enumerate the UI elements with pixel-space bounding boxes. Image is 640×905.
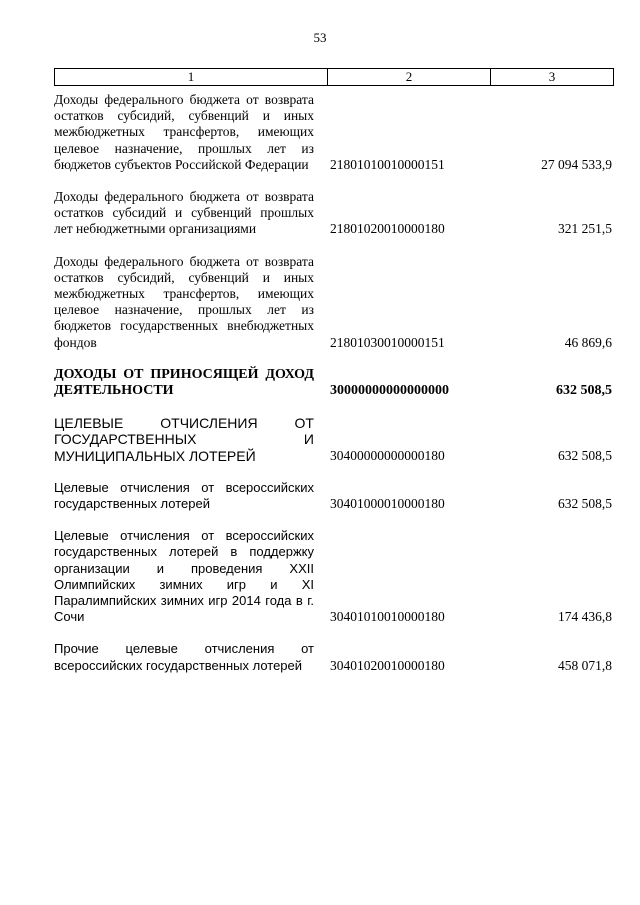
- page-number: 53: [313, 30, 327, 45]
- table-row: [54, 254, 614, 351]
- row-code: 21801020010000180: [330, 221, 445, 237]
- row-amount: 458 071,8: [558, 657, 612, 673]
- row-code: 30400000000000180: [330, 447, 445, 463]
- table-row: [54, 641, 614, 673]
- row-code: 30000000000000000: [330, 383, 449, 399]
- table-row: [54, 189, 614, 238]
- row-code: 21801010010000151: [330, 156, 445, 172]
- table-row: [54, 480, 614, 512]
- row-code: 21801030010000151: [330, 334, 445, 350]
- row-amount: 174 436,8: [558, 609, 612, 625]
- row-amount: 632 508,5: [556, 383, 612, 399]
- column-header-1: 1: [55, 69, 328, 85]
- row-amount: 321 251,5: [558, 221, 612, 237]
- row-description: Прочие целевые отчисления от всероссийских государственных лотерей: [54, 641, 314, 673]
- column-header-3: 3: [548, 69, 556, 84]
- table-row: [54, 528, 614, 625]
- table-row-section-heading: [54, 367, 614, 399]
- column-header-row: [54, 68, 614, 86]
- row-description: Доходы федерального бюджета от возврата остатков субсидий, субвенций и иных межбюджетных трансфертов, имеющих целевое назначение, прошлых лет из бюджетов субъектов Российской Федерации: [54, 92, 314, 172]
- row-amount: 632 508,5: [558, 447, 612, 463]
- row-description: Целевые отчисления от всероссийских государственных лотерей: [54, 479, 314, 512]
- row-code: 30401000010000180: [330, 496, 445, 512]
- table-row-subsection-heading: [54, 415, 614, 464]
- row-amount: 46 869,6: [564, 334, 612, 350]
- row-description: Целевые отчисления от всероссийских государственных лотерей в поддержку организации и проведения XXII Олимпийских зимних игр и XI Паралимпийских зимних игр 2014 года в г. Сочи: [54, 528, 314, 625]
- row-description: ЦЕЛЕВЫЕ ОТЧИСЛЕНИЯ ОТ ГОСУДАРСТВЕННЫХ И МУНИЦИПАЛЬНЫХ ЛОТЕРЕЙ: [54, 415, 314, 464]
- row-amount: 27 094 533,9: [541, 156, 612, 172]
- row-code: 30401010010000180: [330, 609, 445, 625]
- row-amount: 632 508,5: [558, 496, 612, 512]
- row-description: ДОХОДЫ ОТ ПРИНОСЯЩЕЙ ДОХОД ДЕЯТЕЛЬНОСТИ: [54, 366, 314, 399]
- row-description: Доходы федерального бюджета от возврата остатков субсидий и субвенций прошлых лет небюджетными организациями: [54, 189, 314, 237]
- column-header-2: 2: [328, 69, 491, 85]
- revenue-table: [54, 92, 614, 690]
- row-description: Доходы федерального бюджета от возврата остатков субсидий, субвенций и иных межбюджетных трансфертов, имеющих целевое назначение, прошлых лет из бюджетов государственных внебюджетных фондов: [54, 253, 314, 350]
- table-row: [54, 92, 614, 173]
- row-code: 30401020010000180: [330, 657, 445, 673]
